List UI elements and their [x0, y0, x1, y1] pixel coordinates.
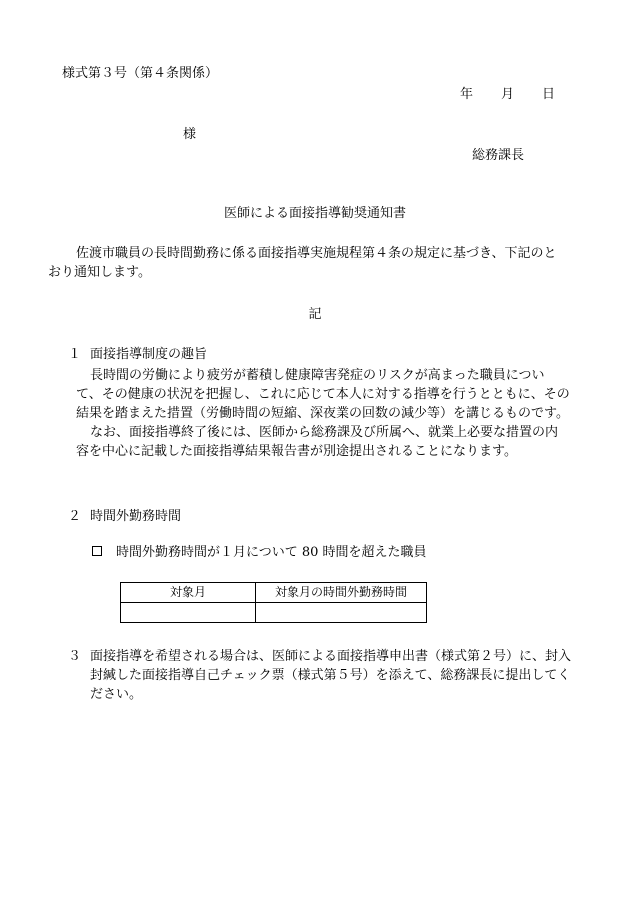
- form-label: 様式第３号（第４条関係）: [62, 66, 219, 81]
- document-title: 医師による面接指導勧奨通知書: [223, 206, 406, 221]
- date-day-label: 日: [542, 87, 556, 102]
- date-year-label: 年: [460, 87, 474, 102]
- section-1-body: [76, 366, 570, 461]
- ki-heading: 記: [308, 307, 322, 322]
- section-1-paragraph-1: 長時間の労働により疲労が蓄積し健康障害発症のリスクが高まった職員について、その健康の状況を把握し、これに応じて本人に対する指導を行うとともに、その結果を踏まえた措置（労働時間の短縮、深夜業の回数の減少等）を講じるものです。: [76, 368, 570, 421]
- addressee-honorific: 様: [183, 127, 197, 142]
- intro-line-2: おり通知します。: [48, 265, 151, 280]
- table-header-row: [121, 583, 427, 603]
- checkbox[interactable]: [92, 546, 102, 556]
- table-cell-overtime-hours[interactable]: [256, 603, 427, 623]
- table-header-overtime-hours: 対象月の時間外勤務時間: [256, 583, 427, 603]
- date-month-label: 月: [501, 87, 515, 102]
- section-1-title: 面接指導制度の趣旨: [90, 347, 208, 362]
- section-2-title: 時間外勤務時間: [90, 509, 182, 524]
- intro-paragraph: [48, 244, 568, 282]
- checkbox-label: 時間外勤務時間が１月について 80 時間を超えた職員: [116, 545, 427, 560]
- intro-line-1: 佐渡市職員の長時間勤務に係る面接指導実施規程第４条の規定に基づき、下記のと: [76, 246, 557, 261]
- section-3-number: ３: [68, 649, 82, 664]
- section-1-paragraph-2: なお、面接指導終了後には、医師から総務課及び所属へ、就業上必要な措置の内容を中心に記載した面接指導結果報告書が別途提出されることになります。: [76, 425, 559, 459]
- section-3-text: 面接指導を希望される場合は、医師による面接指導申出書（様式第２号）に、封入封緘した面接指導自己チェック票（様式第５号）を添えて、総務課長に提出してください。: [90, 649, 572, 702]
- table-cell-target-month[interactable]: [121, 603, 256, 623]
- section-1-number: １: [68, 347, 82, 362]
- section-2-number: ２: [68, 509, 82, 524]
- table-header-target-month: 対象月: [121, 583, 256, 603]
- table-row: [121, 603, 427, 623]
- section-3-body: [76, 647, 572, 704]
- sender: 総務課長: [472, 148, 525, 163]
- overtime-table: [120, 582, 427, 623]
